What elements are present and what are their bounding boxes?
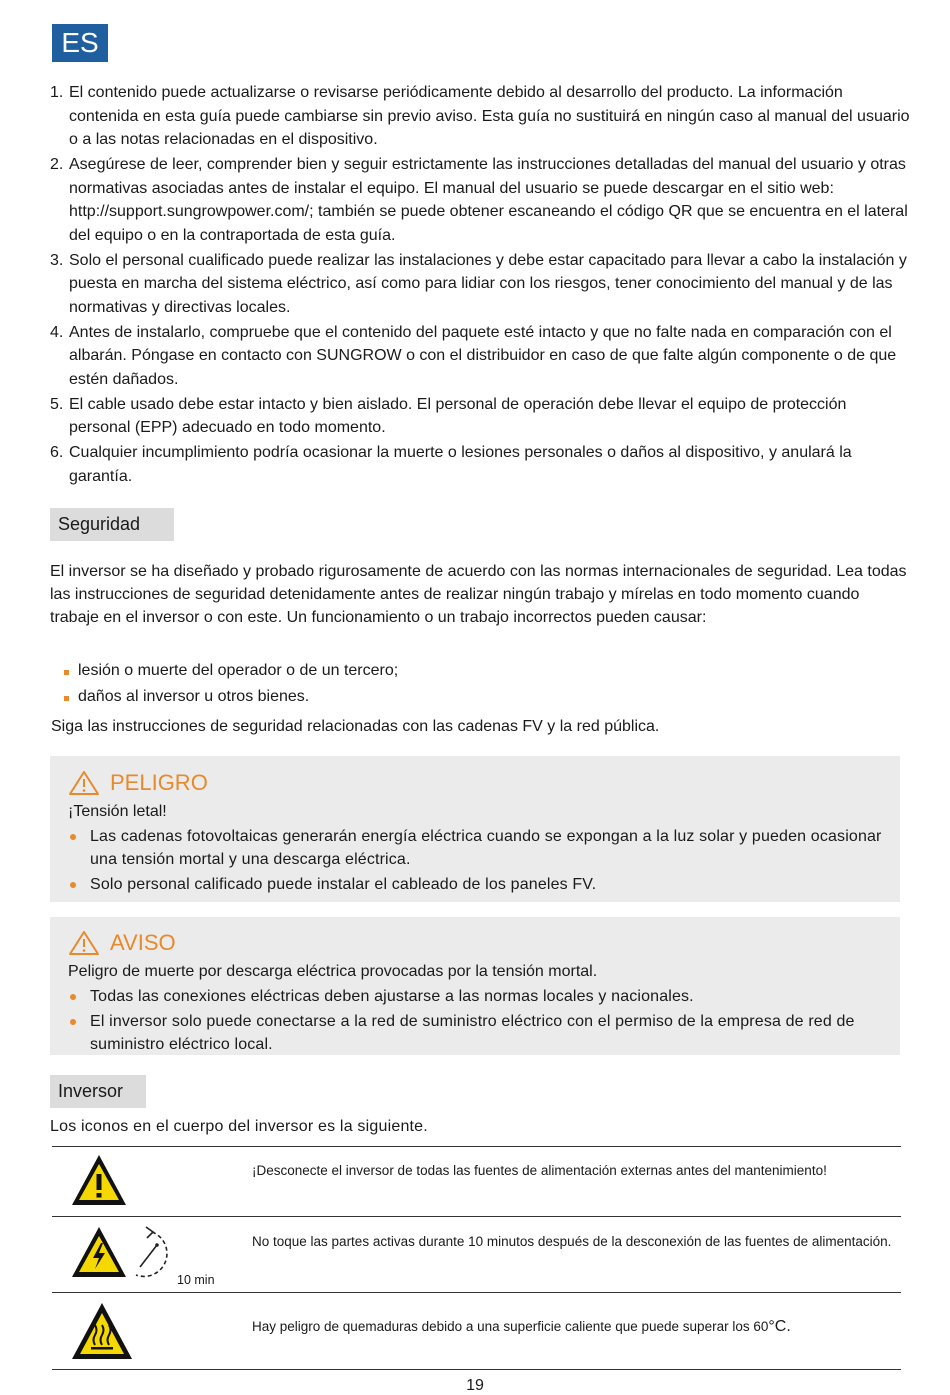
list-item bbox=[50, 249, 910, 320]
icon-table bbox=[52, 1146, 901, 1369]
notice-title-row bbox=[68, 926, 900, 960]
language-badge: ES bbox=[52, 24, 108, 62]
row-text-main: Hay peligro de quemaduras debido a una superficie caliente que puede superar los 60 bbox=[252, 1319, 769, 1334]
callout-bullet: Las cadenas fotovoltaicas generarán energía eléctrica cuando se expongan a la luz solar y pueden ocasionar una tensión mortal y una descarga eléctrica. bbox=[68, 825, 900, 871]
item-number: 3. bbox=[50, 251, 64, 269]
safety-bullet-list bbox=[64, 658, 398, 710]
item-number: 1. bbox=[50, 84, 64, 101]
notice-subtitle: Peligro de muerte por descarga eléctrica provocadas por la tensión mortal. bbox=[68, 963, 598, 980]
danger-title-row bbox=[68, 766, 900, 800]
bullet-item: daños al inversor u otros bienes. bbox=[64, 684, 398, 710]
safety-follow-text: Siga las instrucciones de seguridad relacionadas con las cadenas FV y la red pública. bbox=[51, 718, 660, 735]
safety-paragraph: El inversor se ha diseñado y probado rigurosamente de acuerdo con las normas internacionales de seguridad. Lea todas las instrucciones de seguridad detenidamente antes de realizar ningún trabajo y mírelas en todo momento cuando trabaje en el inversor o con este. Un funcionamiento o un trabajo incorrectos pueden causar: bbox=[50, 563, 907, 626]
item-number: 4. bbox=[50, 323, 64, 341]
row-text: ¡Desconecte el inversor de todas las fuentes de alimentación externas antes del mantenimiento! bbox=[252, 1163, 827, 1178]
table-row bbox=[52, 1292, 901, 1369]
callout-bullet: Todas las conexiones eléctricas deben ajustarse a las normas locales y nacionales. bbox=[68, 985, 900, 1008]
notice-callout bbox=[50, 917, 900, 1055]
callout-bullet: El inversor solo puede conectarse a la red de suministro eléctrico con el permiso de la empresa de red de suministro eléctrico local. bbox=[68, 1010, 900, 1056]
bullet-item: lesión o muerte del operador o de un tercero; bbox=[64, 658, 398, 684]
item-text: Cualquier incumplimiento podría ocasionar la muerte o lesiones personales o daños al dispositivo, y anulará la garantía. bbox=[69, 444, 852, 485]
list-item bbox=[50, 153, 910, 247]
item-number: 5. bbox=[50, 395, 64, 413]
section-heading-inverter: Inversor bbox=[50, 1075, 146, 1108]
timer-label: 10 min bbox=[177, 1273, 215, 1287]
table-bottom-border bbox=[52, 1369, 901, 1370]
item-text: Asegúrese de leer, comprender bien y seguir estrictamente las instrucciones detalladas del manual del usuario y otras normativas asociadas antes de instalar el equipo. El manual del usuario se puede descargar en el sitio web: http://support.sungrowpower.com/; también se puede obtener escaneando el código QR que se encuentra en el lateral del equipo o en la contraportada de esta guía. bbox=[69, 156, 908, 244]
row-text bbox=[252, 1316, 897, 1338]
section-heading-safety: Seguridad bbox=[50, 508, 174, 541]
intro-list bbox=[50, 81, 910, 490]
timer-icon bbox=[126, 1223, 178, 1283]
list-item bbox=[50, 81, 910, 152]
callout-bullet: Solo personal calificado puede instalar el cableado de los paneles FV. bbox=[68, 873, 900, 896]
danger-callout bbox=[50, 756, 900, 902]
table-row bbox=[52, 1216, 901, 1292]
inverter-intro: Los iconos en el cuerpo del inversor es la siguiente. bbox=[50, 1118, 428, 1135]
page-number: 19 bbox=[466, 1377, 484, 1394]
item-number: 6. bbox=[50, 444, 64, 461]
list-item bbox=[50, 441, 910, 488]
general-warning-icon bbox=[70, 1153, 128, 1207]
notice-title: AVISO bbox=[110, 930, 176, 955]
item-text: El cable usado debe estar intacto y bien aislado. El personal de operación debe llevar el equipo de protección personal (EPP) adecuado en todo momento. bbox=[69, 395, 847, 436]
warning-triangle-icon bbox=[68, 770, 100, 796]
table-row bbox=[52, 1146, 901, 1216]
electric-shock-warning-icon bbox=[70, 1225, 128, 1279]
row-text: No toque las partes activas durante 10 minutos después de la desconexión de las fuentes de alimentación. bbox=[252, 1234, 892, 1249]
item-text: Antes de instalarlo, compruebe que el contenido del paquete esté intacto y que no falte nada en comparación con el albarán. Póngase en contacto con SUNGROW o con el distribuidor en caso de que falte algún componente o de que estén dañados. bbox=[69, 323, 897, 388]
item-number: 2. bbox=[50, 156, 64, 173]
list-item bbox=[50, 321, 910, 392]
danger-subtitle: ¡Tensión letal! bbox=[68, 803, 167, 820]
item-text: Solo el personal cualificado puede realizar las instalaciones y debe estar capacitado para llevar a cabo la instalación y puesta en marcha del sistema eléctrico, así como para lidiar con los riesgos, tener conocimiento del manual y de las normativas y directivas locales. bbox=[69, 251, 907, 316]
warning-triangle-icon bbox=[68, 930, 100, 956]
item-text: El contenido puede actualizarse o revisarse periódicamente debido al desarrollo del producto. La información contenida en esta guía puede cambiarse sin previo aviso. Esta guía no sustituirá en ningún caso al manual del usuario o a las notas relacionadas en el dispositivo. bbox=[69, 84, 910, 148]
hot-surface-icon bbox=[70, 1301, 134, 1361]
list-item bbox=[50, 393, 910, 440]
temperature-unit: °C. bbox=[768, 1318, 791, 1335]
danger-title: PELIGRO bbox=[110, 770, 208, 795]
